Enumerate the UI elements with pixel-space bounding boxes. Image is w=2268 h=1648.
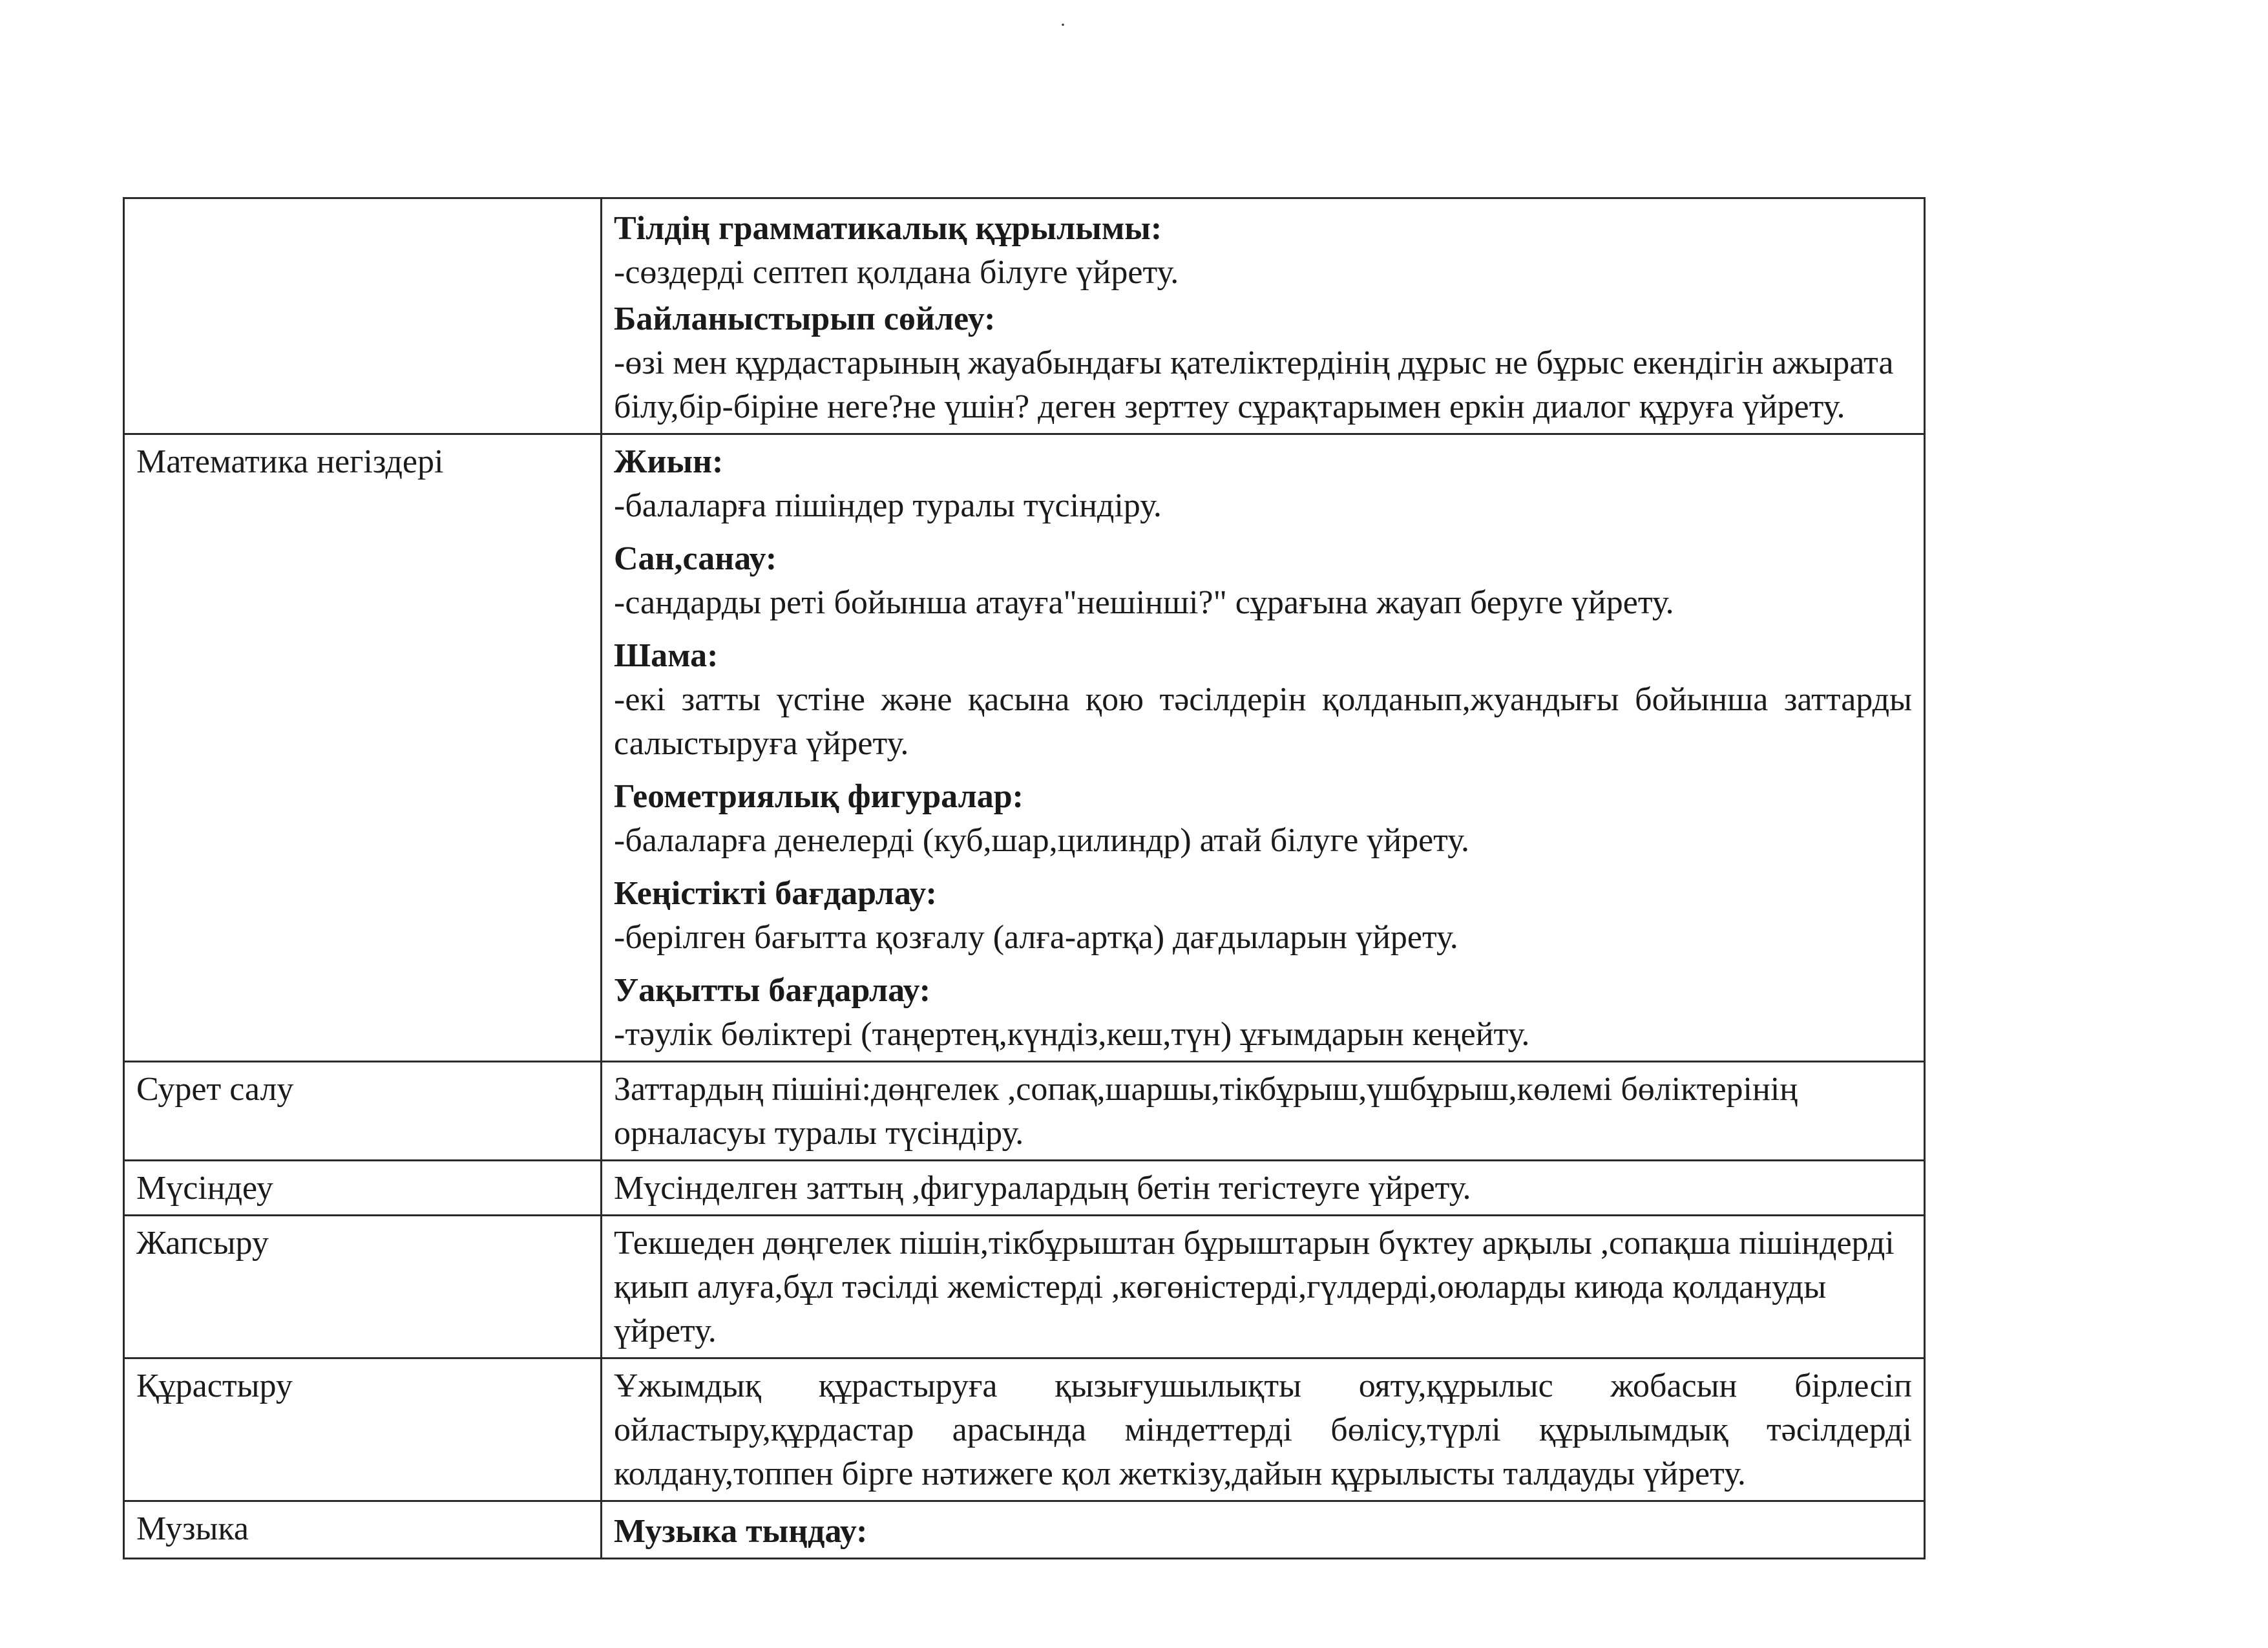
section-heading: Геометриялық фигуралар: — [614, 778, 1024, 815]
subject-cell-applique: Жапсыру — [124, 1216, 602, 1358]
page-mark: · — [1060, 14, 1066, 36]
section-heading: Кеңістікті бағдарлау: — [614, 875, 937, 912]
section-heading: Музыка тыңдау: — [614, 1513, 868, 1550]
section-body: -балаларға денелерді (куб,шар,цилиндр) атай білуге үйрету. — [614, 822, 1470, 859]
subject-cell-empty — [124, 198, 602, 434]
section-body: -берілген бағытта қозғалу (алға-артқа) дағдыларын үйрету. — [614, 919, 1458, 956]
table-row-applique — [124, 1216, 1925, 1358]
table-row-music — [124, 1501, 1925, 1559]
subject-cell-math: Математика негіздері — [124, 434, 602, 1062]
content-cell-music — [602, 1501, 1925, 1559]
table-row-construction — [124, 1358, 1925, 1501]
section-heading: Шама: — [614, 637, 719, 674]
content-cell-applique — [602, 1216, 1925, 1358]
section-body: -тәулік бөліктері (таңертең,күндіз,кеш,түн) ұғымдарын кеңейту. — [614, 1016, 1530, 1053]
table-row-grammar — [124, 198, 1925, 434]
section-body: -сөздерді септеп қолдана білуге үйрету. — [614, 254, 1179, 291]
content-cell-sculpting — [602, 1161, 1925, 1216]
section-heading: Жиын: — [614, 443, 724, 480]
table-row-math — [124, 434, 1925, 1062]
section-body: Мүсінделген заттың ,фигуралардың бетін тегістеуге үйрету. — [614, 1170, 1471, 1207]
section-body: -екі затты үстіне және қасына қою тәсілдерін қолданып,жуандығы бойынша заттарды салыстыруға үйрету. — [614, 681, 1912, 762]
section-body: Ұжымдық құрастыруға қызығушылықты ояту,құрылыс жобасын бірлесіп ойластыру,құрдастар арасында міндеттерді бөлісу,түрлі құрылымдық тәсілдерді колдану,топпен бірге нәтижеге қол жеткізу,дайын құрылысты талдауды үйрету. — [614, 1368, 1912, 1492]
subject-cell-sculpting: Мүсіндеу — [124, 1161, 602, 1216]
section-body: -балаларға пішіндер туралы түсіндіру. — [614, 487, 1162, 524]
section-heading: Байланыстырып сөйлеу: — [614, 301, 996, 337]
section-heading: Уақытты бағдарлау: — [614, 972, 931, 1009]
content-cell-construction — [602, 1358, 1925, 1501]
content-cell-grammar — [602, 198, 1925, 434]
section-body: Текшеден дөңгелек пішін,тікбұрыштан бұрыштарын бүктеу арқылы ,сопақша пішіндерді қиып алуға,бұл тәсілді жемістерді ,көгөністерді,гүлдерді,оюларды киюда қолдануды үйрету. — [614, 1225, 1895, 1349]
table-row-drawing — [124, 1062, 1925, 1161]
subject-cell-music: Музыка — [124, 1501, 602, 1559]
subject-cell-construction: Құрастыру — [124, 1358, 602, 1501]
section-body: -өзі мен құрдастарының жауабындағы қателіктердінің дұрыс не бұрыс екендігін ажырата білу,бір-біріне неге?не үшін? деген зерттеу сұрақтарымен еркін диалог құруға үйрету. — [614, 344, 1894, 425]
section-body: Заттардың пішіні:дөңгелек ,сопақ,шаршы,тікбұрыш,үшбұрыш,көлемі бөліктерінің орналасуы туралы түсіндіру. — [614, 1071, 1798, 1152]
content-cell-math — [602, 434, 1925, 1062]
section-body: -сандарды реті бойынша атауға"нешінші?" сұрағына жауап беруге үйрету. — [614, 584, 1674, 621]
section-heading: Сан,санау: — [614, 540, 777, 577]
curriculum-table — [123, 197, 1926, 1559]
subject-cell-drawing: Сурет салу — [124, 1062, 602, 1161]
content-cell-drawing — [602, 1062, 1925, 1161]
table-row-sculpting — [124, 1161, 1925, 1216]
section-heading: Тілдің грамматикалық құрылымы: — [614, 210, 1162, 247]
